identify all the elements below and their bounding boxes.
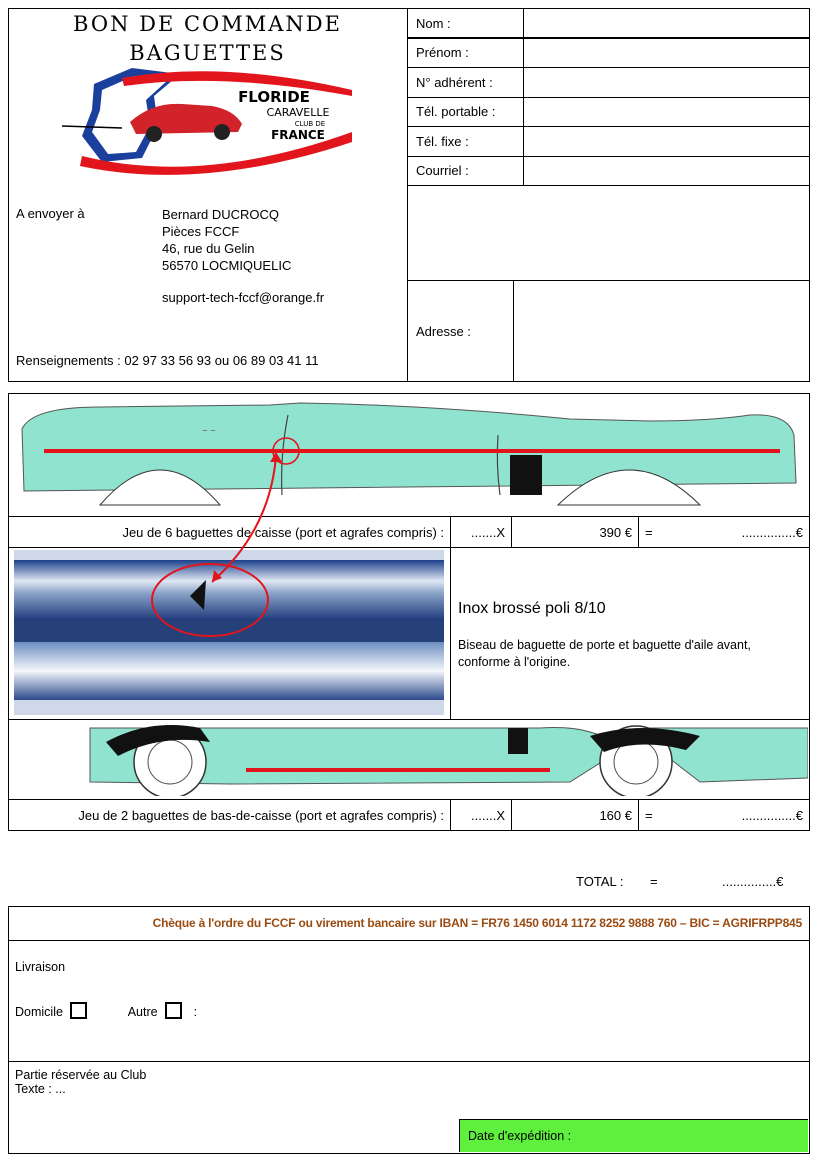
product-divider <box>8 719 810 720</box>
logo-word-2: CARAVELLE <box>266 106 330 119</box>
product-2-total-value: ...............€ <box>741 807 803 823</box>
club-text-label: Texte : ... <box>15 1082 66 1096</box>
product-1-total[interactable] <box>638 516 810 548</box>
payment-divider <box>8 940 810 941</box>
form-field-input[interactable] <box>526 98 806 127</box>
form-field-label: Prénom : <box>416 45 469 61</box>
form-field-divider <box>523 157 524 186</box>
form-field-label: Courriel : <box>416 163 469 179</box>
form-field-label: Tél. fixe : <box>416 133 469 149</box>
form-field-input[interactable] <box>526 68 806 97</box>
title-line-2: BAGUETTES <box>129 41 286 65</box>
delivery-options <box>15 1002 197 1019</box>
form-field-row <box>407 156 810 187</box>
address-field[interactable] <box>515 282 808 380</box>
total-label: TOTAL : <box>576 874 624 889</box>
title-line-1: BON DE COMMANDE <box>73 12 342 36</box>
product-2-total[interactable] <box>638 799 810 831</box>
form-field-label: Tél. portable : <box>416 104 496 120</box>
club-logo <box>62 66 352 176</box>
product-1-qty[interactable]: .......X <box>450 516 512 548</box>
delivery-other-label: Autre <box>127 1005 158 1019</box>
form-field-row <box>407 67 810 98</box>
sender-name: Bernard DUCROCQ <box>162 207 280 222</box>
total-value[interactable]: ...............€ <box>722 874 784 889</box>
total-eq: = <box>650 874 658 889</box>
form-field-row <box>407 126 810 157</box>
sender-city: 56570 LOCMIQUELIC <box>162 258 292 273</box>
material-description: Biseau de baguette de porte et baguette d'aile avant, conforme à l'origine. <box>458 638 751 669</box>
material-title: Inox brossé poli 8/10 <box>458 600 606 617</box>
car-side-image-top <box>10 395 808 515</box>
form-field-row <box>407 38 810 69</box>
form-field-row <box>407 8 810 39</box>
form-field-input[interactable] <box>526 9 806 38</box>
product-2-eq: = <box>645 807 653 823</box>
form-field-label: Nom : <box>416 15 451 31</box>
product-2-price: 160 € <box>511 799 639 831</box>
logo-word-4: FRANCE <box>271 128 325 142</box>
product-1-total-value: ...............€ <box>741 524 803 540</box>
delivery-divider <box>8 1061 810 1062</box>
product-2-qty[interactable]: .......X <box>450 799 512 831</box>
product-1-price: 390 € <box>511 516 639 548</box>
payment-note: Chèque à l'ordre du FCCF ou virement bancaire sur IBAN = FR76 1450 6014 1172 8252 9888 760 – BIC = AGRIFRPP845 <box>152 916 802 930</box>
form-field-divider <box>523 9 524 38</box>
club-label <box>15 1068 146 1096</box>
sender-address <box>162 206 291 274</box>
form-field-row <box>407 97 810 128</box>
form-field-divider <box>523 98 524 127</box>
delivery-other-checkbox[interactable] <box>165 1002 182 1019</box>
page-title <box>8 10 407 68</box>
form-field-divider <box>523 68 524 97</box>
club-reserved-label: Partie réservée au Club <box>15 1068 147 1082</box>
sender-email[interactable]: support-tech-fccf@orange.fr <box>162 290 325 305</box>
ship-date-box[interactable] <box>459 1119 808 1152</box>
ship-date-label: Date d'expédition : <box>468 1129 572 1143</box>
form-field-label: N° adhérent : <box>416 74 493 90</box>
product-1-eq: = <box>645 524 653 540</box>
delivery-label: Livraison <box>15 960 66 974</box>
callout-arrow <box>190 440 290 590</box>
form-field-input[interactable] <box>526 127 806 156</box>
send-to-label: A envoyer à <box>16 206 85 221</box>
sender-street: 46, rue du Gelin <box>162 241 255 256</box>
form-field-divider <box>523 127 524 156</box>
info-phone: Renseignements : 02 97 33 56 93 ou 06 89 03 41 11 <box>16 353 319 368</box>
material-divider <box>450 548 451 720</box>
payment-block <box>8 906 810 1154</box>
sender-dept: Pièces FCCF <box>162 224 240 239</box>
svg-text:~ ~: ~ ~ <box>202 427 216 435</box>
delivery-other-colon: : <box>193 1005 198 1019</box>
product-2-label: Jeu de 2 baguettes de bas-de-caisse (port et agrafes compris) : <box>8 799 451 831</box>
address-label: Adresse : <box>416 324 471 339</box>
delivery-home-label: Domicile <box>15 1005 63 1019</box>
logo-word-1: FLORIDE <box>238 88 310 106</box>
form-field-input[interactable] <box>526 39 806 68</box>
form-field-divider <box>523 39 524 68</box>
delivery-home-checkbox[interactable] <box>70 1002 87 1019</box>
logo-word-3: CLUB DE <box>294 120 326 128</box>
form-field-input[interactable] <box>526 157 806 186</box>
car-side-image-bottom <box>10 722 808 796</box>
product-1-label: Jeu de 6 baguettes de caisse (port et agrafes compris) : <box>8 516 451 548</box>
